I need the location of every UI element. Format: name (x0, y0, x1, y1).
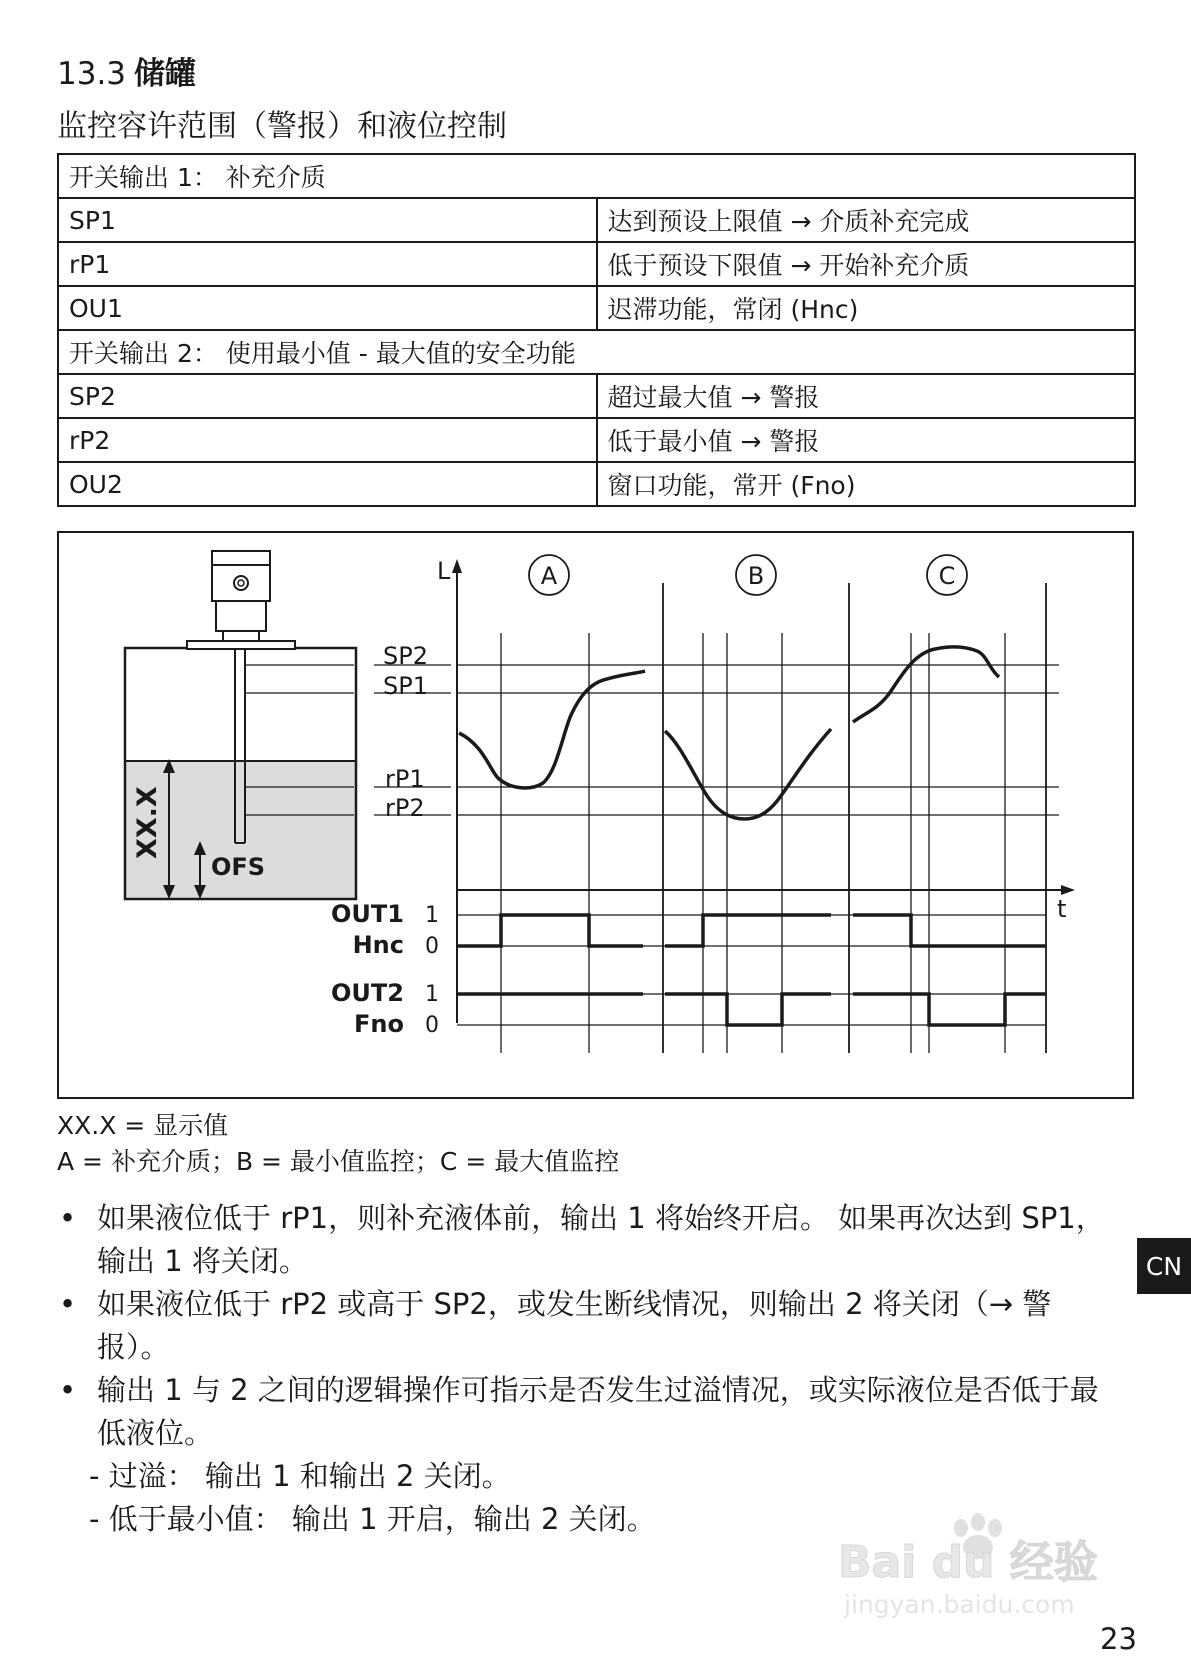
level-curve-c (853, 647, 999, 722)
table-row (58, 242, 1135, 286)
out1-waveform-a (457, 915, 643, 946)
list-item (57, 1369, 1127, 1455)
bullet-list (57, 1197, 1127, 1541)
bullet-marker: • (59, 1287, 77, 1321)
table-row (58, 286, 1135, 330)
bullet-marker: • (59, 1373, 77, 1407)
table-row (58, 374, 1135, 418)
out1-state-high: 1 (425, 903, 439, 928)
out1-waveform-c (853, 915, 1046, 946)
bullet-1-line-1: 如果液位低于 rP1，则补充液体前，输出 1 将始终开启。 如果再次达到 SP1， (97, 1201, 1105, 1235)
group-header-1: 开关输出 1： 补充介质 (58, 154, 1135, 198)
param-code: OU2 (58, 462, 597, 506)
level-label-rp1: rP1 (385, 765, 425, 793)
y-axis-arrow-icon (452, 559, 462, 573)
sub-item-overflow: - 过溢： 输出 1 和输出 2 关闭。 (89, 1459, 511, 1493)
level-label-sp1: SP1 (383, 672, 428, 700)
section-number: 13.3 (57, 56, 127, 92)
param-code: SP2 (58, 374, 597, 418)
table-row (58, 418, 1135, 462)
zone-label-b: B (747, 562, 765, 590)
out2-mode: Fno (354, 1010, 404, 1038)
sub-item-below-min: - 低于最小值： 输出 1 开启，输出 2 关闭。 (89, 1502, 656, 1536)
section-name: 储罐 (134, 56, 197, 92)
bullet-3-line-1: 输出 1 与 2 之间的逻辑操作可指示是否发生过溢情况，或实际液位是否低于最 (97, 1373, 1099, 1407)
param-desc: 迟滞功能，常闭 (Hnc) (597, 286, 1136, 330)
subtitle: 监控容许范围（警报）和液位控制 (57, 109, 507, 144)
param-desc: 窗口功能，常开 (Fno) (597, 462, 1136, 506)
x-axis-arrow-icon (1061, 885, 1075, 895)
out2-waveform-c (853, 994, 1046, 1025)
out2-waveform-b (665, 994, 831, 1025)
out1-label: OUT1 (331, 900, 404, 928)
section-title (57, 48, 196, 93)
bullet-2-line-1: 如果液位低于 rP2 或高于 SP2，或发生断线情况，则输出 2 将关闭（→ 警 (97, 1287, 1052, 1321)
table-row (58, 198, 1135, 242)
y-axis-label: L (437, 557, 451, 585)
param-desc: 低于最小值 → 警报 (597, 418, 1136, 462)
param-code: OU1 (58, 286, 597, 330)
table-group-header (58, 154, 1135, 198)
x-axis-label: t (1057, 895, 1067, 923)
list-item (57, 1283, 1127, 1369)
out1-state-low: 0 (425, 934, 439, 959)
level-label-rp2: rP2 (385, 794, 425, 822)
table-row (58, 462, 1135, 506)
param-code: SP1 (58, 198, 597, 242)
settings-table (57, 153, 1136, 507)
language-tab: CN (1137, 1238, 1191, 1294)
legend-line-1: XX.X = 显示值 (57, 1111, 229, 1140)
level-curve-b (665, 729, 831, 819)
out1-mode: Hnc (352, 931, 404, 959)
sensor-icon (187, 551, 295, 649)
legend-line-2: A = 补充介质；B = 最小值监控；C = 最大值监控 (57, 1147, 620, 1176)
bullet-1-line-2: 输出 1 将关闭。 (97, 1244, 308, 1278)
level-diagram (57, 531, 1134, 1099)
out2-state-low: 0 (425, 1013, 439, 1038)
param-code: rP1 (58, 242, 597, 286)
offset-label: OFS (211, 853, 266, 881)
param-desc: 达到预设上限值 → 介质补充完成 (597, 198, 1136, 242)
page-number: 23 (1100, 1622, 1137, 1656)
list-item (57, 1197, 1127, 1283)
group-header-2: 开关输出 2： 使用最小值 - 最大值的安全功能 (58, 330, 1135, 374)
level-label-sp2: SP2 (383, 642, 428, 670)
level-gridlines (457, 665, 1059, 815)
bullet-2-line-2: 报）。 (97, 1330, 170, 1364)
out1-waveform-b (665, 915, 831, 946)
watermark-brand: Bai du 经验 (838, 1537, 1098, 1588)
out2-label: OUT2 (331, 979, 404, 1007)
baidu-watermark (838, 1513, 1138, 1623)
bullet-marker: • (59, 1201, 77, 1235)
param-desc: 低于预设下限值 → 开始补充介质 (597, 242, 1136, 286)
param-desc: 超过最大值 → 警报 (597, 374, 1136, 418)
output-baselines (457, 915, 1046, 1025)
time-gridlines (501, 633, 1005, 1053)
bullet-3-line-2: 低液位。 (97, 1416, 214, 1450)
display-value-label: XX.X (132, 786, 163, 859)
param-code: rP2 (58, 418, 597, 462)
out2-state-high: 1 (425, 982, 439, 1007)
zone-label-a: A (540, 562, 558, 590)
table-group-header (58, 330, 1135, 374)
zone-label-c: C (938, 562, 956, 590)
level-curve-a (459, 671, 645, 788)
watermark-url: jingyan.baidu.com (844, 1590, 1075, 1619)
